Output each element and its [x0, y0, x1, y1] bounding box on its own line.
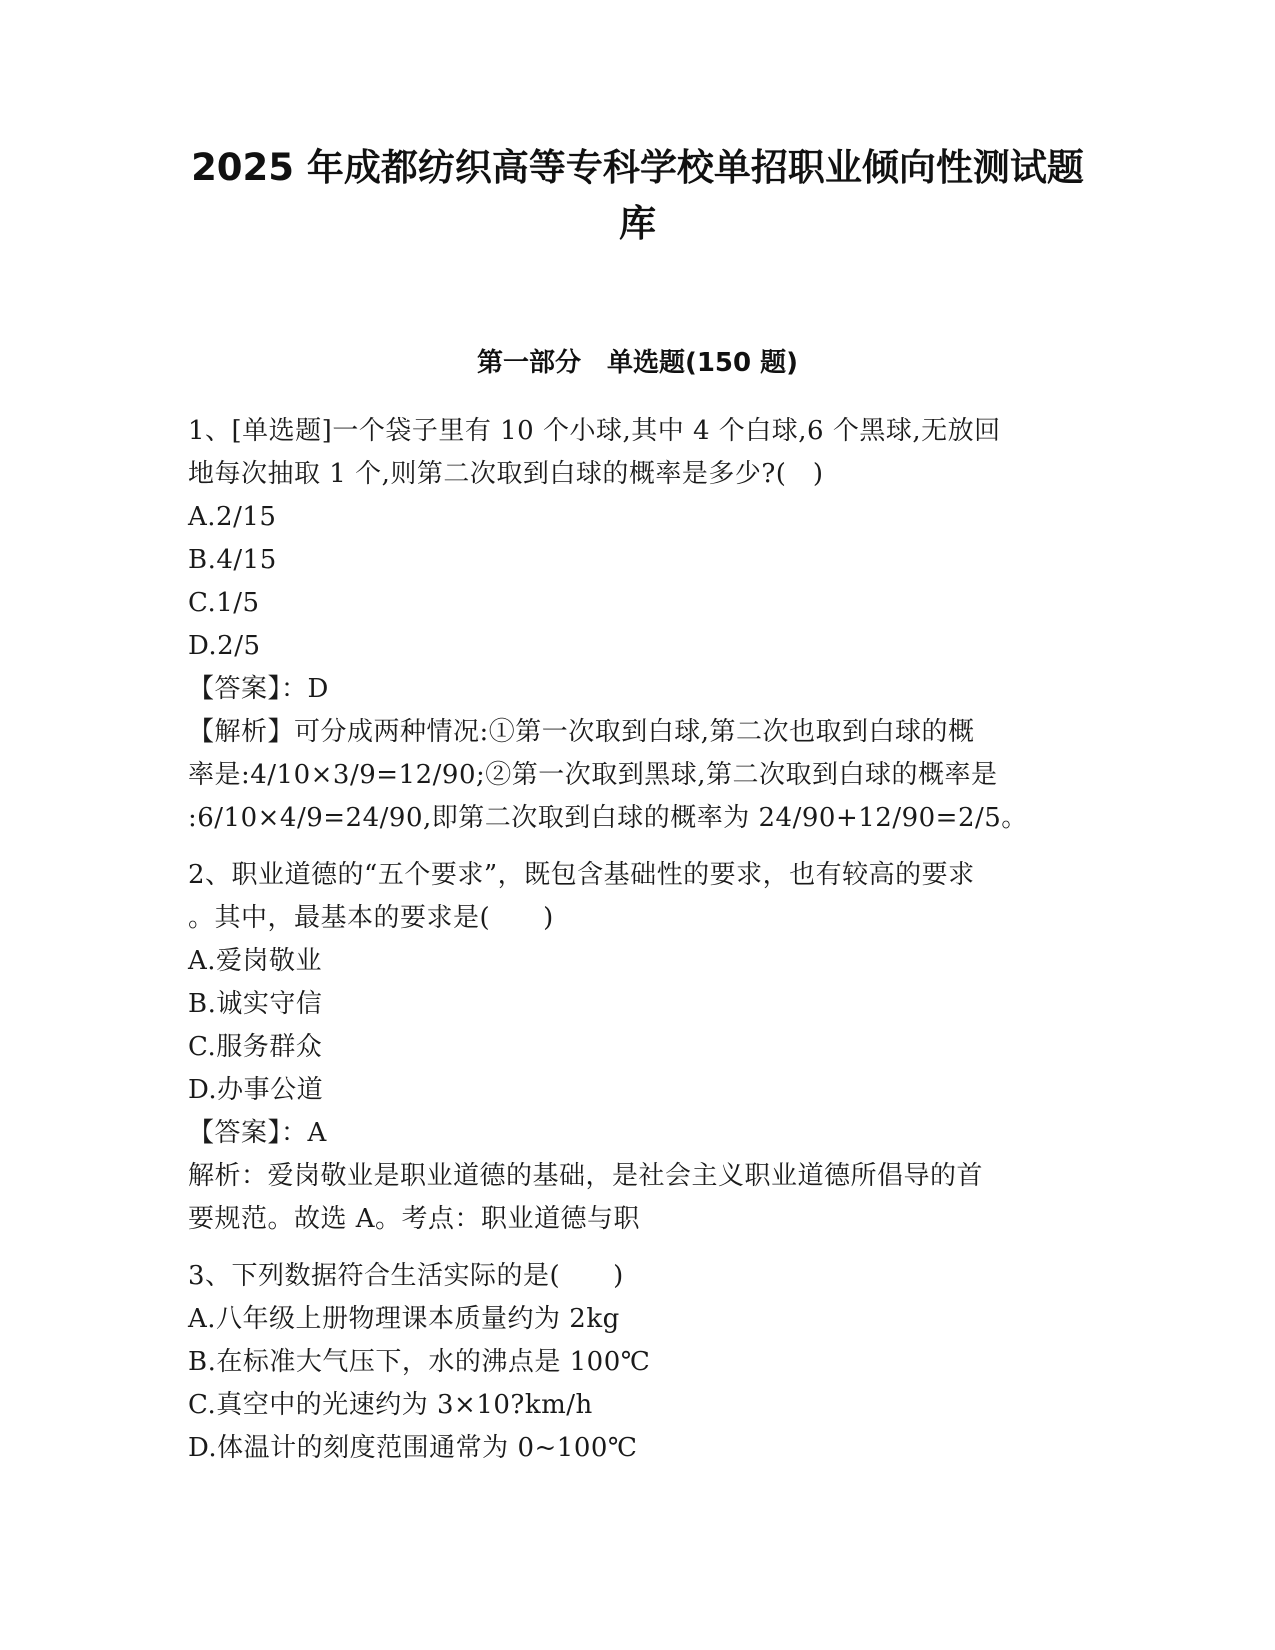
- question-3: [188, 1255, 1088, 1470]
- explanation-line: 要规范。故选 A。考点：职业道德与职: [188, 1204, 641, 1234]
- option-b: B.诚实守信: [188, 989, 323, 1019]
- option-b: B.4/15: [188, 545, 277, 575]
- title-line-2: 库: [619, 202, 656, 245]
- question-stem-line: 2、职业道德的“五个要求”，既包含基础性的要求，也有较高的要求: [188, 860, 975, 890]
- question-gap: [188, 1241, 1088, 1255]
- explanation-line: :6/10×4/9=24/90,即第二次取到白球的概率为 24/90+12/90=2/5。: [188, 803, 1028, 833]
- option-d: D.2/5: [188, 631, 261, 661]
- question-gap: [188, 840, 1088, 854]
- option-a: A.2/15: [188, 502, 277, 532]
- option-d: D.体温计的刻度范围通常为 0~100℃: [188, 1433, 638, 1463]
- option-c: C.真空中的光速约为 3×10?km/h: [188, 1390, 593, 1420]
- option-a: A.八年级上册物理课本质量约为 2kg: [188, 1304, 620, 1334]
- question-stem-line: 地每次抽取 1 个,则第二次取到白球的概率是多少?( ): [188, 459, 824, 489]
- answer: 【答案】：D: [188, 674, 329, 704]
- option-c: C.1/5: [188, 588, 260, 618]
- explanation-line: 【解析】可分成两种情况:①第一次取到白球,第二次也取到白球的概: [188, 717, 975, 747]
- answer: 【答案】：A: [188, 1118, 327, 1148]
- question-1: [188, 410, 1088, 840]
- explanation-line: 解析：爱岗敬业是职业道德的基础，是社会主义职业道德所倡导的首: [188, 1161, 984, 1191]
- question-stem-line: 3、下列数据符合生活实际的是( ): [188, 1261, 624, 1291]
- option-b: B.在标准大气压下，水的沸点是 100℃: [188, 1347, 651, 1377]
- question-stem-line: 1、[单选题]一个袋子里有 10 个小球,其中 4 个白球,6 个黑球,无放回: [188, 416, 1001, 446]
- section-heading: 第一部分 单选题(150 题): [476, 348, 799, 378]
- option-a: A.爱岗敬业: [188, 946, 323, 976]
- explanation-line: 率是:4/10×3/9=12/90;②第一次取到黑球,第二次取到白球的概率是: [188, 760, 998, 790]
- option-c: C.服务群众: [188, 1032, 323, 1062]
- question-list: [188, 410, 1088, 1470]
- question-stem-line: 。其中，最基本的要求是( ): [188, 903, 554, 933]
- question-2: [188, 854, 1088, 1241]
- title-line-1: 2025 年成都纺织高等专科学校单招职业倾向性测试题: [191, 146, 1084, 189]
- option-d: D.办事公道: [188, 1075, 324, 1105]
- document-title: [150, 140, 1125, 252]
